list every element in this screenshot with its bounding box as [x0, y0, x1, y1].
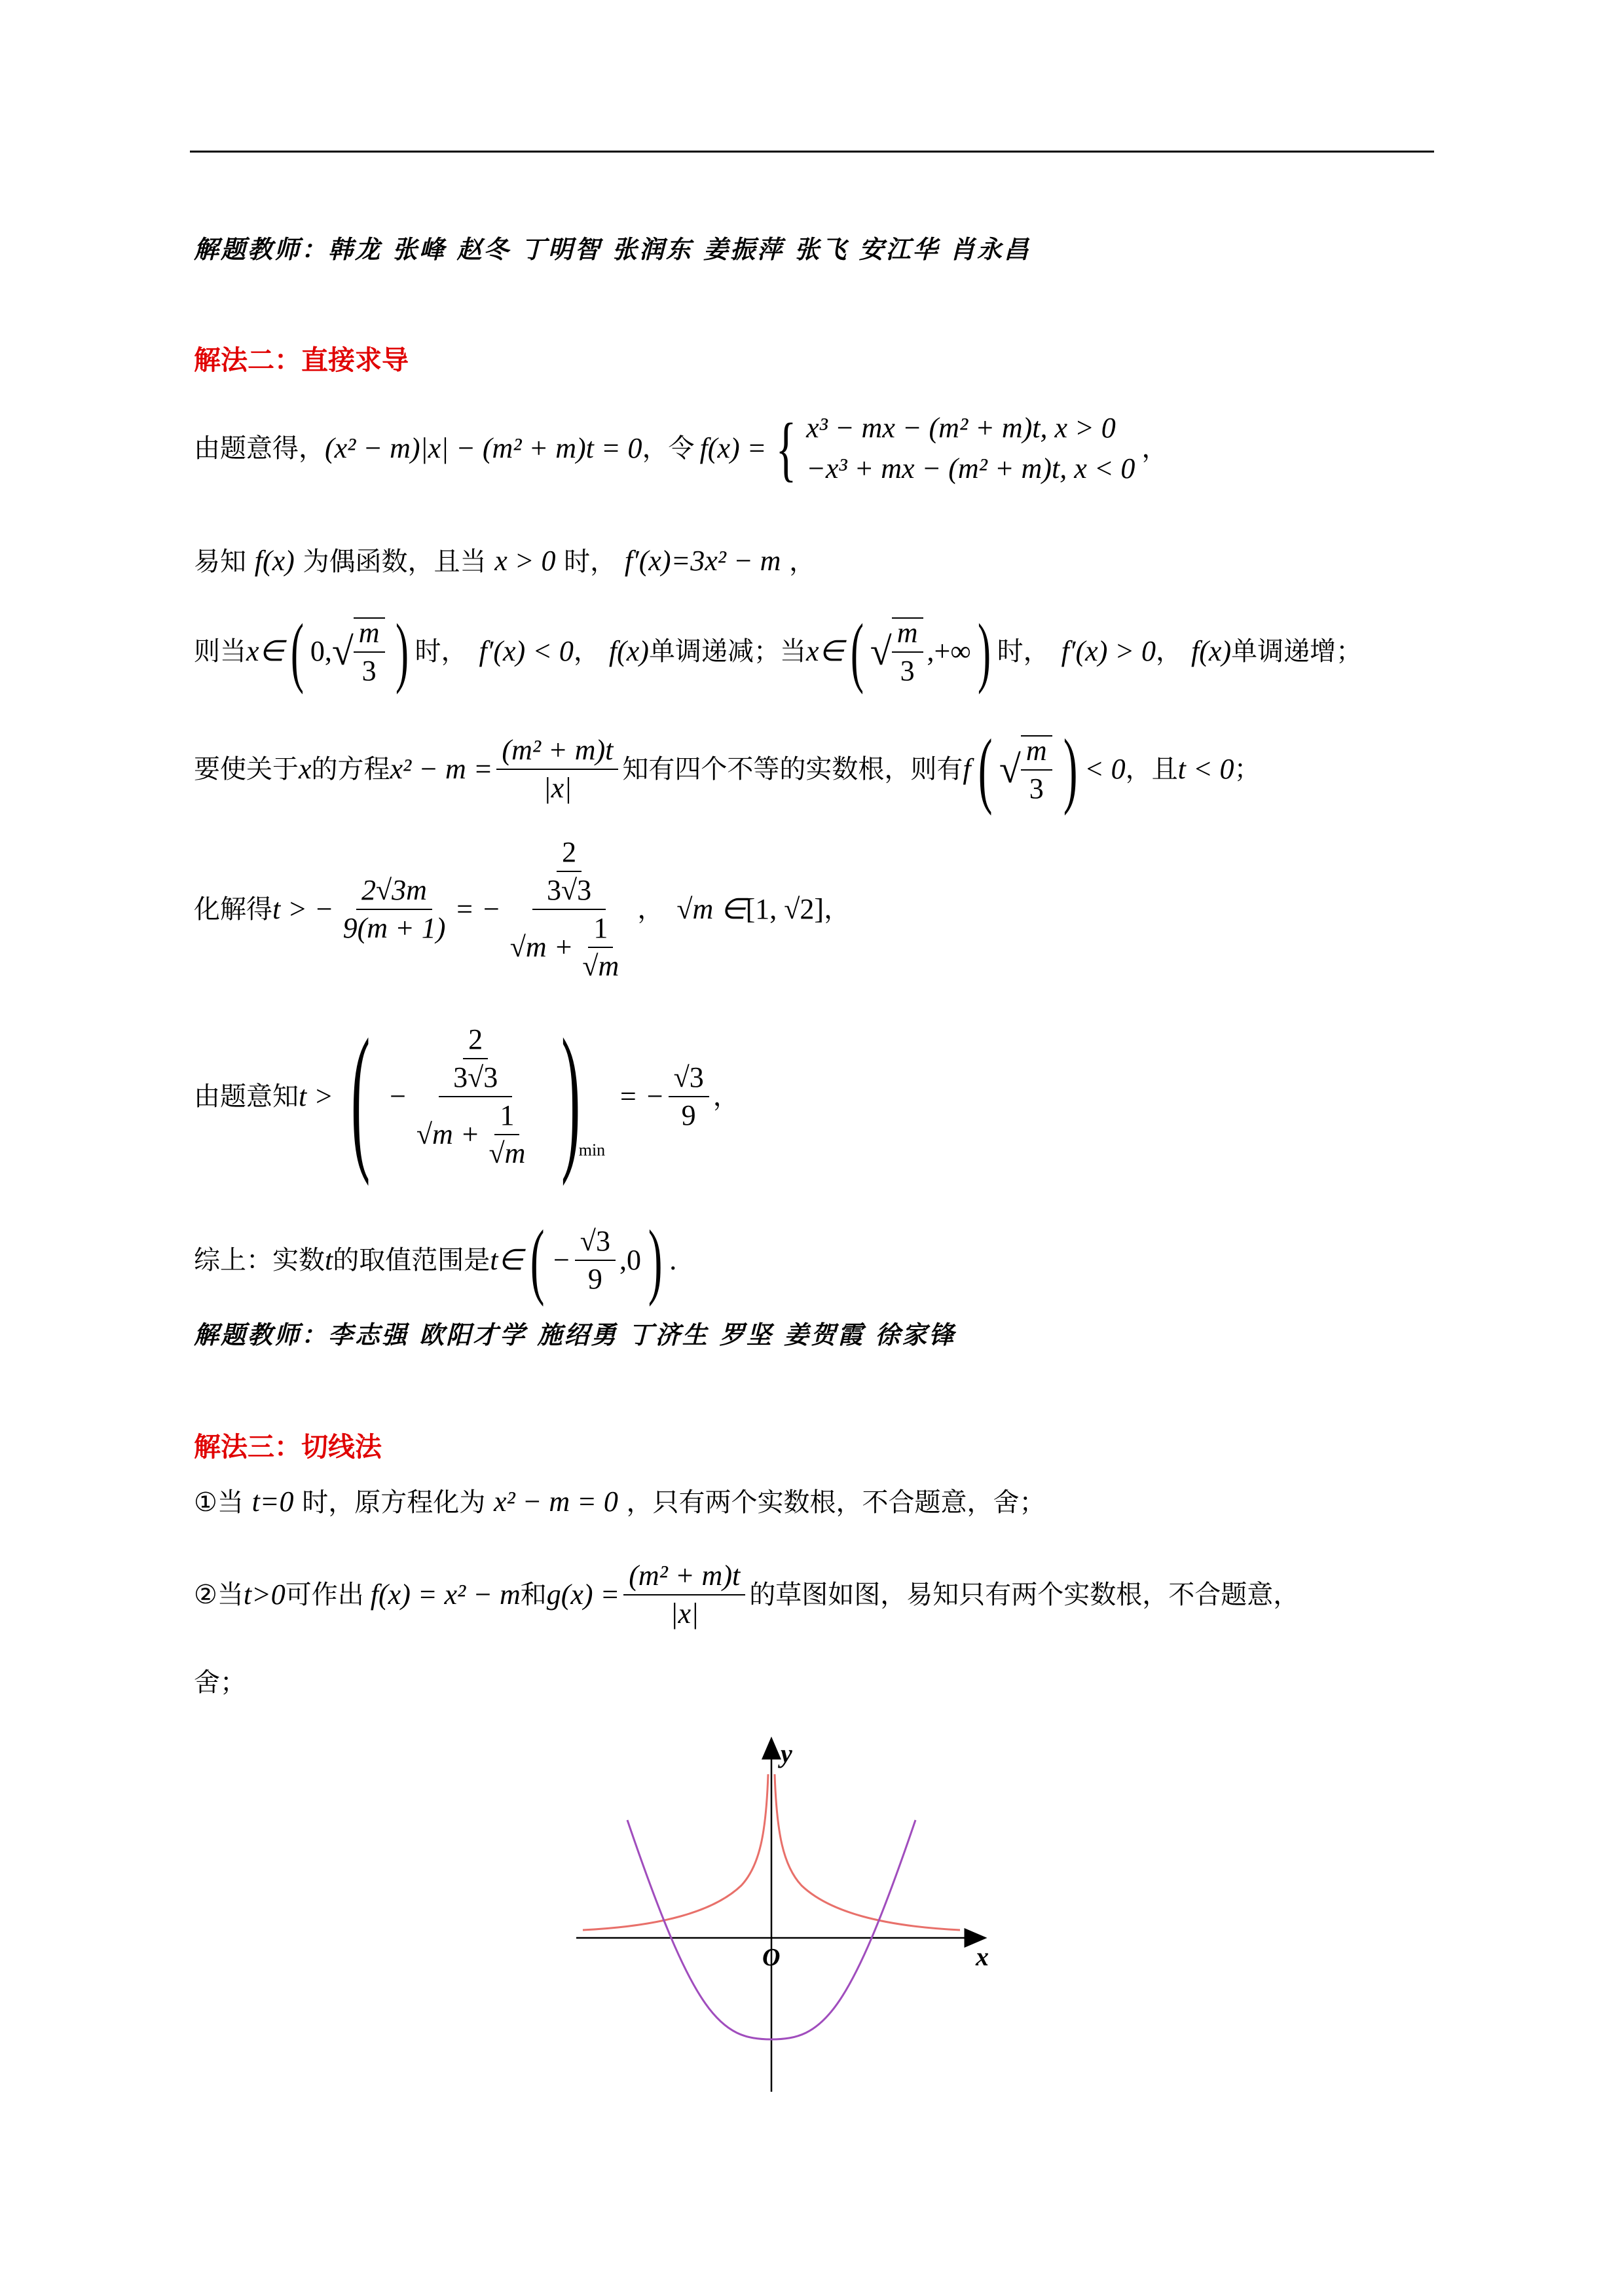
- method2-line5: 化解得 t > − $\frac{2√3m}{9(m + 1)}$ = − $\frac{2}{3√3}$ √m + $\frac{1}{√m}$ ， √m ∈ [1, √2] ，: [194, 836, 851, 982]
- method2-line6: 由题意知 t > ( − $\frac{2}{3√3}$ √m + $\frac{1}{√m}$ ) min = − $\frac{√3}{9}$ ，: [194, 1006, 739, 1187]
- y-axis-label: y: [781, 1739, 792, 1768]
- method3-step1: ①当 t=0 时，原方程化为 x² − m = 0 ，只有两个实数根，不合题意，舍；: [194, 1485, 1046, 1518]
- method2-line3: 则当 x∈ ( 0, √ $\frac{m}{3}$ ) 时， f′(x) < 0 ， f(x) 单调递减；当 x∈ ( √ $\frac{m}{3}$ ,+∞ ) 时， f′(x) > 0 ， f(x) 单调递增；: [194, 608, 1363, 695]
- x-axis-label: x: [976, 1942, 989, 1971]
- method3-step2: ②当 t>0 可作出 f(x) = x² − m 和 g(x) = $\frac{\text{(m² + m)t}}{|x|}$ 的草图如图，易知只有两个实数根，不合题意，: [194, 1559, 1300, 1630]
- function-sketch: [563, 1735, 995, 2102]
- teacher-credits-2: 解题教师：李志强 欧阳才学 施绍勇 丁济生 罗坚 姜贺霞 徐家锋: [194, 1320, 956, 1349]
- method2-line7: 综上：实数 t 的取值范围是 t∈ ( − $\frac{√3}{9}$ ,0 ) .: [194, 1213, 677, 1307]
- method2-heading: 解法二：直接求导: [194, 344, 409, 376]
- teacher-credits-1: 解题教师：韩龙 张峰 赵冬 丁明智 张润东 姜振萍 张飞 安江华 肖永昌: [194, 234, 1031, 264]
- method2-line1: 由题意得， (x² − m)|x| − (m² + m)t = 0 ，令 f(x) = { x³ − mx − (m² + m)t, x > 0 −x³ + mx − (m² + m)t, x < 0 ，: [194, 409, 1168, 488]
- method3-step2-cont: 舍；: [194, 1667, 246, 1698]
- method2-line4: 要使关于 x 的方程 x² − m = $\frac{\text{(m² + m)t}}{|x|}$ 知有四个不等的实数根，则有 f ( √ $\frac{m}{3}$ ) < 0 ，且 t < 0 ；: [194, 722, 1261, 816]
- hyperbola-left: [583, 1774, 768, 1930]
- origin-label: O: [762, 1944, 781, 1971]
- brace: {: [775, 409, 797, 488]
- method2-line2: 易知 f(x) 为偶函数，且当 x > 0 时， f′(x)=3x² − m ，: [194, 545, 816, 577]
- hyperbola-right: [775, 1774, 960, 1930]
- piecewise-cases: x³ − mx − (m² + m)t, x > 0 −x³ + mx − (m² + m)t, x < 0: [806, 412, 1135, 484]
- header-rule: [190, 151, 1434, 153]
- method3-heading: 解法三：切线法: [194, 1431, 382, 1463]
